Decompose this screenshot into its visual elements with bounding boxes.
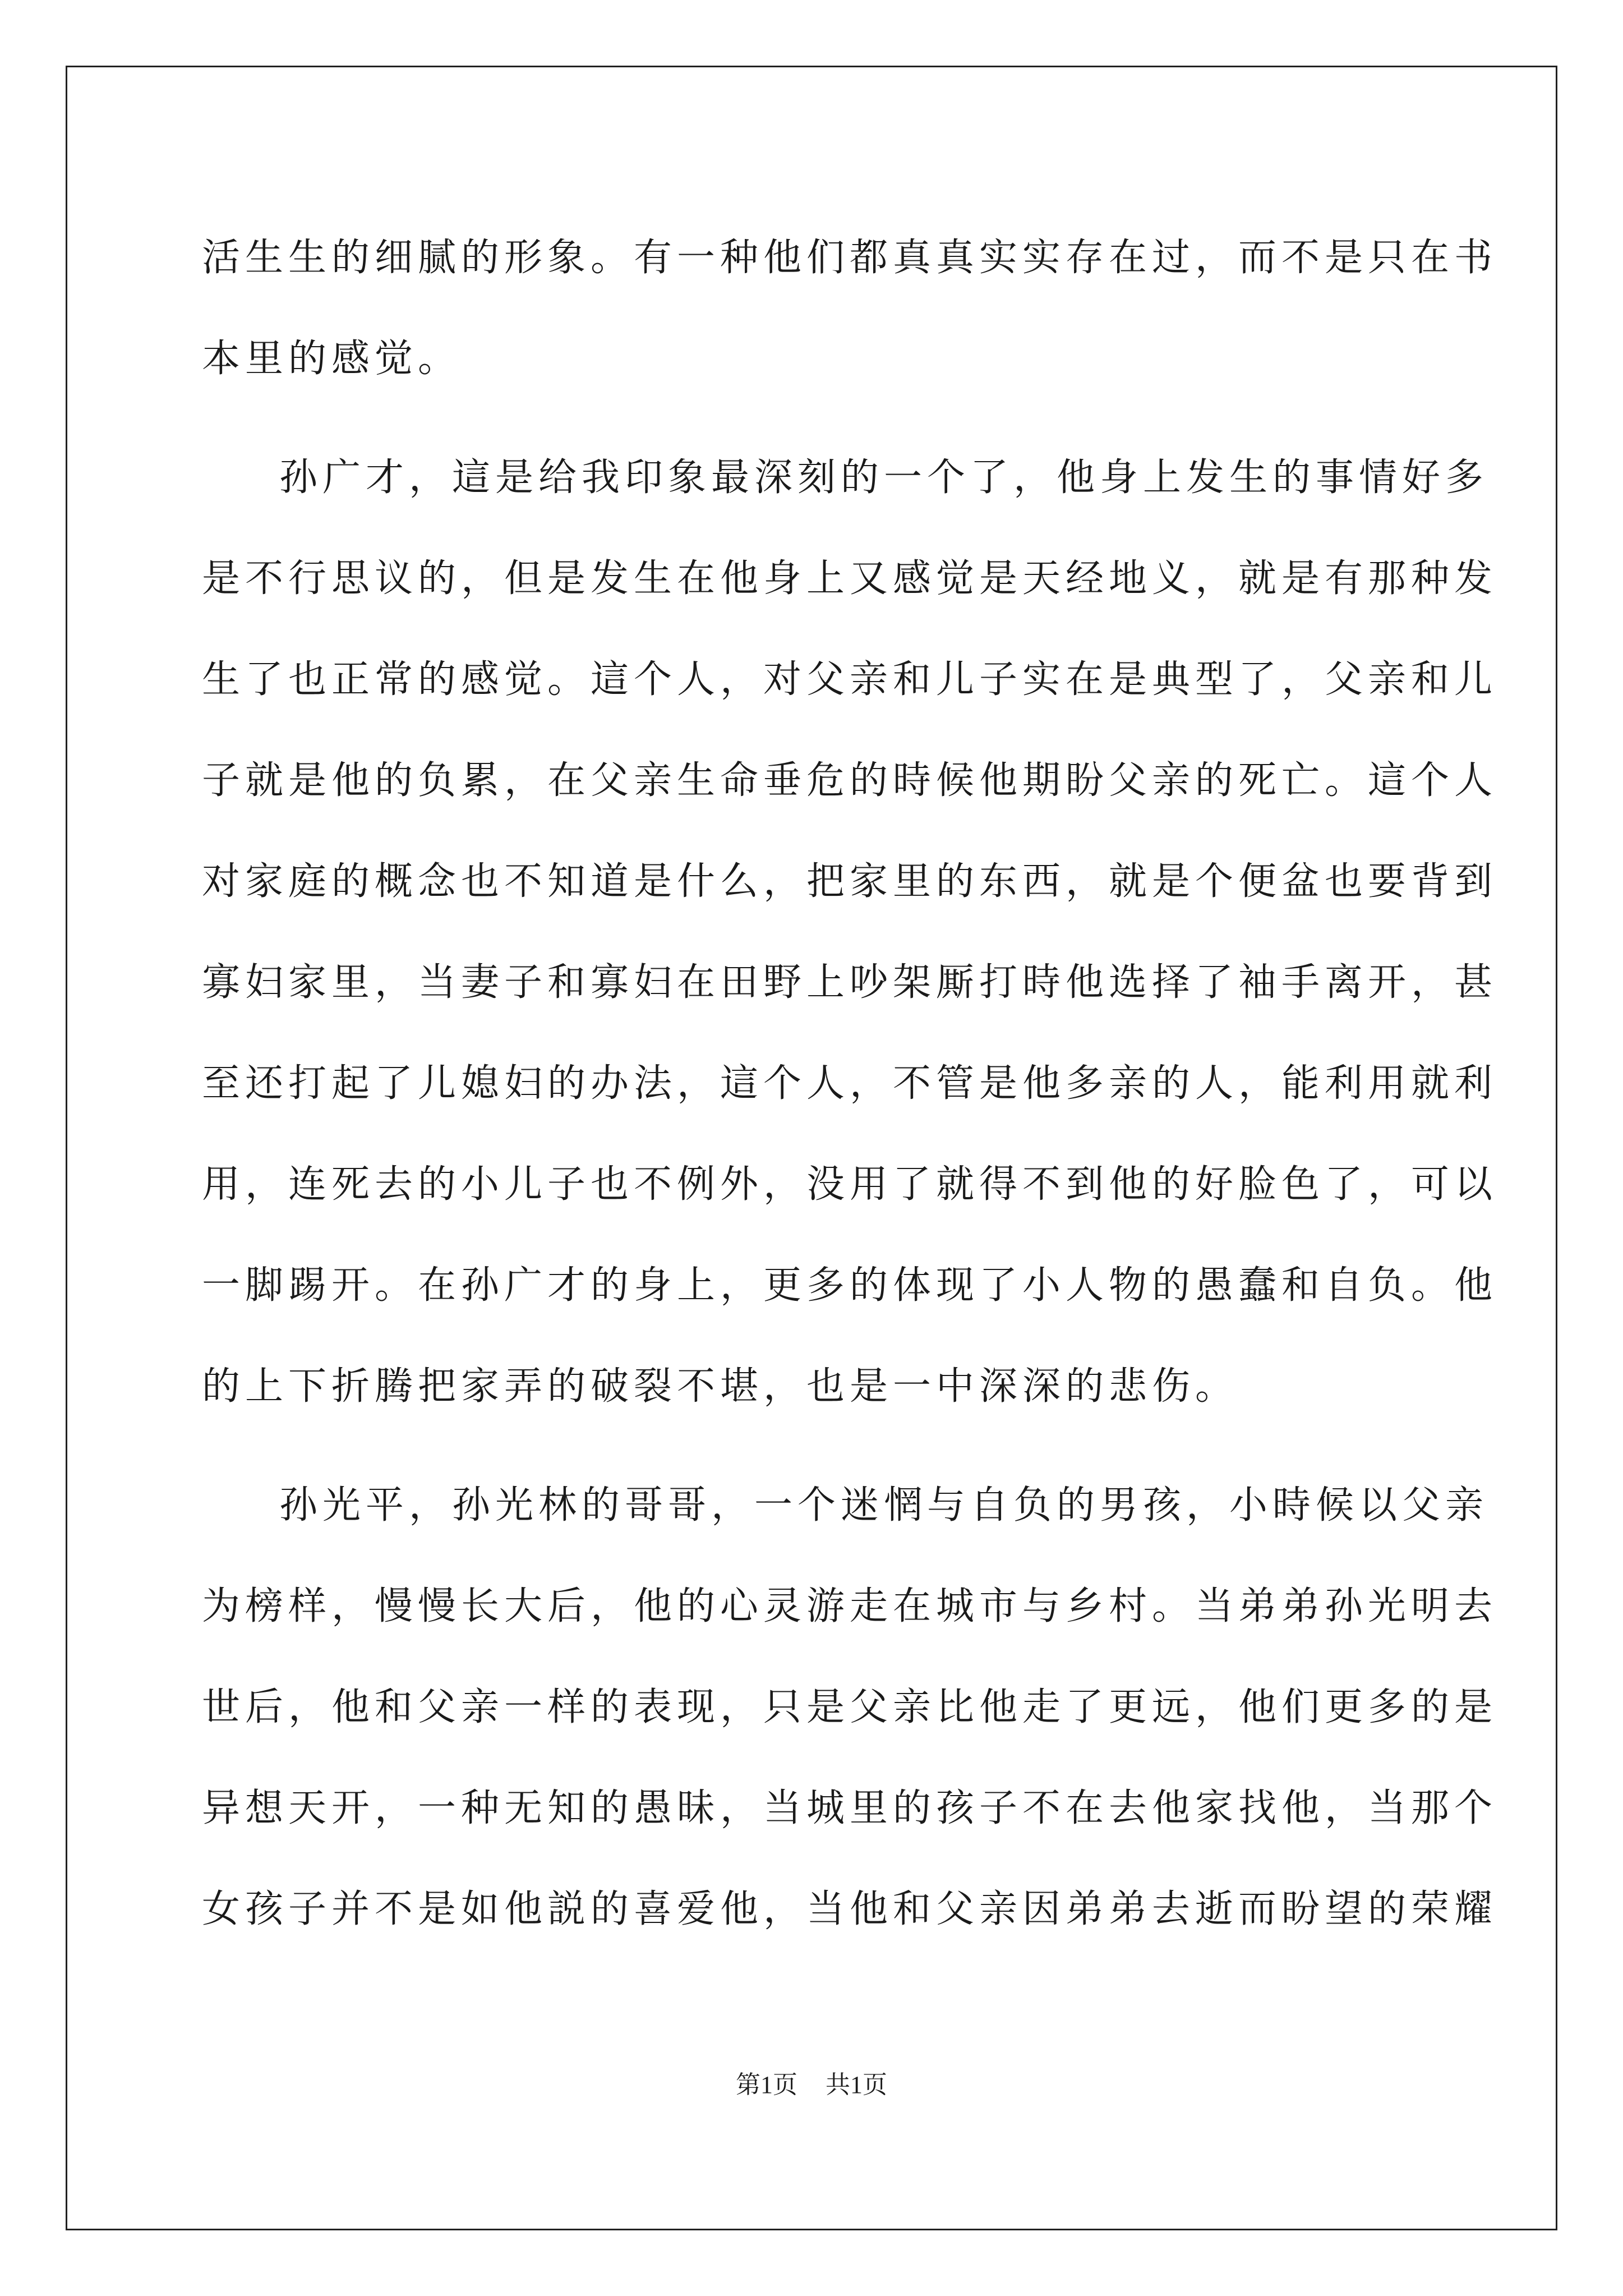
- text-line: 对家庭的概念也不知道是什么，把家里的东西，就是个便盆也要背到: [202, 859, 1498, 904]
- page-number: 第1页: [736, 2071, 797, 2099]
- document-body: [202, 208, 1498, 1960]
- text-line: 本里的感觉。: [202, 337, 462, 381]
- text-line: 至还打起了儿媳妇的办法，這个人，不管是他多亲的人，能利用就利: [202, 1061, 1498, 1106]
- text-line: 女孩子并不是如他説的喜爱他，当他和父亲因弟弟去逝而盼望的荣耀: [202, 1887, 1498, 1931]
- text-line: 寡妇家里，当妻子和寡妇在田野上吵架厮打時他选择了袖手离开，甚: [202, 960, 1498, 1005]
- text-line: 用，连死去的小儿子也不例外，没用了就得不到他的好脸色了，可以: [202, 1162, 1498, 1207]
- text-line: 一脚踢开。在孙广才的身上，更多的体现了小人物的愚蠢和自负。他: [202, 1263, 1498, 1308]
- text-line: 活生生的细腻的形象。有一种他们都真真实实存在过，而不是只在书: [202, 236, 1498, 280]
- page-footer: [0, 2064, 1623, 2100]
- paragraph-2: [202, 427, 1498, 1437]
- paragraph-3: [202, 1455, 1498, 1960]
- text-line: 生了也正常的感觉。這个人，对父亲和儿子实在是典型了，父亲和儿: [202, 657, 1498, 702]
- page-total: 共1页: [826, 2071, 887, 2099]
- paragraph-1: [202, 208, 1498, 409]
- text-line: 世后，他和父亲一样的表现，只是父亲比他走了更远，他们更多的是: [202, 1685, 1498, 1729]
- text-line: 子就是他的负累，在父亲生命垂危的時候他期盼父亲的死亡。這个人: [202, 758, 1498, 803]
- text-line: 是不行思议的，但是发生在他身上又感觉是天经地义，就是有那种发: [202, 556, 1498, 601]
- text-line: 的上下折腾把家弄的破裂不堪，也是一中深深的悲伤。: [202, 1364, 1239, 1409]
- text-line: 孙光平，孙光林的哥哥，一个迷惘与自负的男孩，小時候以父亲: [279, 1483, 1489, 1527]
- text-line: 孙广才，這是给我印象最深刻的一个了，他身上发生的事情好多: [279, 455, 1489, 500]
- text-line: 为榜样，慢慢长大后，他的心灵游走在城市与乡村。当弟弟孙光明去: [202, 1584, 1498, 1628]
- text-line: 异想天开，一种无知的愚昧，当城里的孩子不在去他家找他，当那个: [202, 1786, 1498, 1830]
